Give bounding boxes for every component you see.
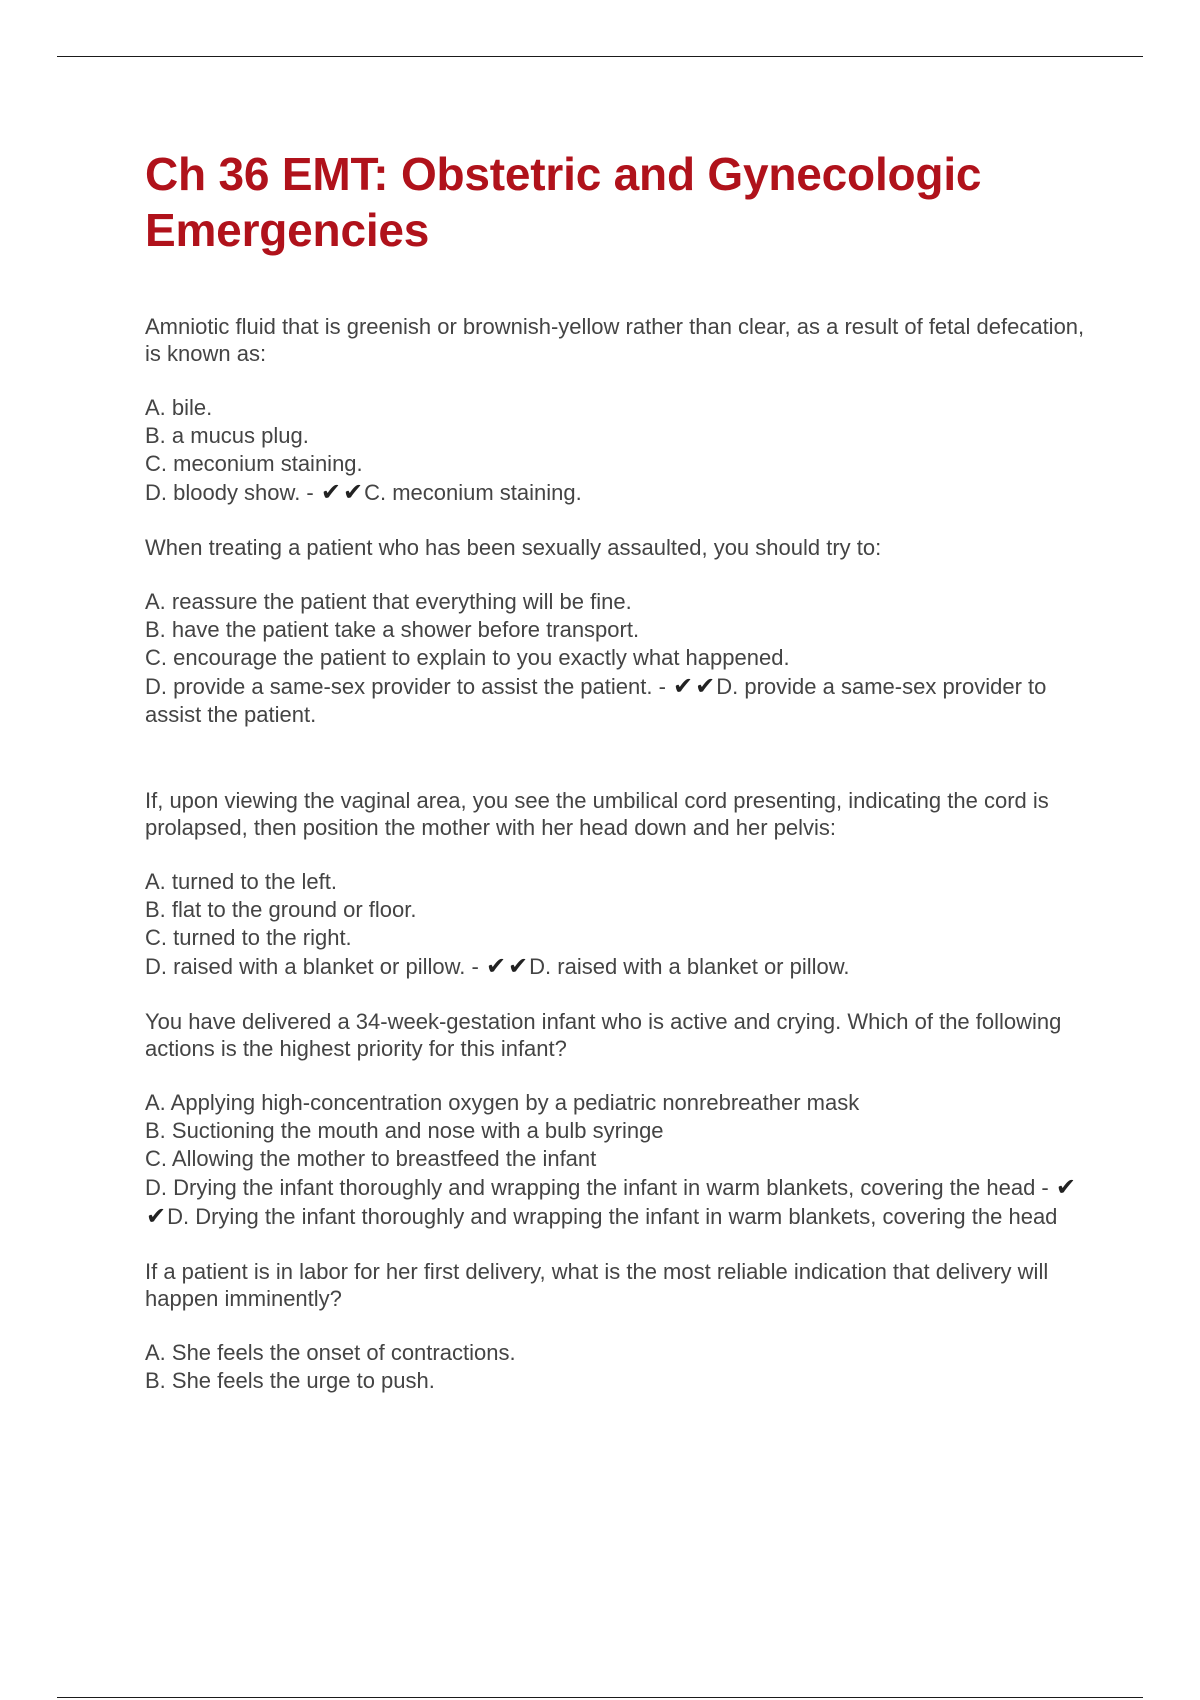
check-icon: ✔ — [485, 952, 507, 980]
document-body — [145, 146, 1085, 1395]
option-b: B. a mucus plug. — [145, 423, 309, 448]
answer-separator: - — [465, 954, 485, 979]
option-c: C. meconium staining. — [145, 451, 363, 476]
page-title: Ch 36 EMT: Obstetric and Gynecologic Emergencies — [145, 148, 982, 256]
option-b: B. She feels the urge to push. — [145, 1368, 435, 1393]
correct-answer: D. provide a same-sex provider to assist the patient. — [145, 674, 1047, 727]
option-c: C. Allowing the mother to breastfeed the infant — [145, 1146, 597, 1171]
option-d: D. bloody show. — [145, 480, 301, 505]
option-d: D. Drying the infant thoroughly and wrapping the infant in warm blankets, covering the head — [145, 1175, 1036, 1200]
check-icon: ✔ — [146, 1202, 167, 1230]
option-c: C. turned to the right. — [145, 925, 352, 950]
option-b: B. have the patient take a shower before transport. — [145, 617, 640, 642]
question-text: Amniotic fluid that is greenish or brownish-yellow rather than clear, as a result of fetal defecation, is known as: — [145, 314, 1085, 366]
answer-separator: - — [1035, 1175, 1055, 1200]
option-list — [145, 1089, 1085, 1231]
option-d-with-answer — [145, 1173, 1085, 1231]
option-d: D. provide a same-sex provider to assist the patient. — [145, 674, 653, 699]
question-4 — [145, 1008, 1085, 1231]
option-b: B. flat to the ground or floor. — [145, 897, 417, 922]
option-d-with-answer — [145, 672, 1085, 729]
answer-separator: - — [300, 480, 320, 505]
question-text: If a patient is in labor for her first delivery, what is the most reliable indication that delivery will happen imminently? — [145, 1259, 1049, 1311]
option-d-with-answer — [145, 478, 1085, 507]
check-icon: ✔ — [695, 672, 716, 700]
option-list — [145, 588, 1085, 729]
correct-answer: D. raised with a blanket or pillow. — [529, 954, 850, 979]
check-icon: ✔ — [508, 952, 529, 980]
correct-answer: D. Drying the infant thoroughly and wrapping the infant in warm blankets, covering the head — [167, 1204, 1058, 1229]
bottom-rule — [57, 1697, 1143, 1698]
option-d: D. raised with a blanket or pillow. — [145, 954, 466, 979]
check-icon: ✔ — [673, 672, 694, 700]
top-rule — [57, 56, 1143, 57]
correct-answer: C. meconium staining. — [364, 480, 582, 505]
question-text: When treating a patient who has been sexually assaulted, you should try to: — [145, 535, 882, 560]
option-list — [145, 394, 1085, 507]
option-a: A. She feels the onset of contractions. — [145, 1340, 516, 1365]
question-5 — [145, 1258, 1085, 1395]
option-d-with-answer — [145, 952, 1085, 981]
question-text: If, upon viewing the vaginal area, you see the umbilical cord presenting, indicating the cord is prolapsed, then position the mother with her head down and her pelvis: — [145, 788, 1049, 840]
question-1 — [145, 313, 1085, 507]
option-c: C. encourage the patient to explain to you exactly what happened. — [145, 645, 790, 670]
option-a: A. turned to the left. — [145, 869, 338, 894]
option-list — [145, 1339, 1085, 1395]
option-list — [145, 868, 1085, 981]
check-icon: ✔ — [1055, 1173, 1076, 1201]
option-b: B. Suctioning the mouth and nose with a bulb syringe — [145, 1118, 664, 1143]
option-a: A. Applying high-concentration oxygen by a pediatric nonrebreather mask — [145, 1090, 860, 1115]
option-a: A. bile. — [145, 395, 213, 420]
question-2 — [145, 534, 1085, 729]
check-icon: ✔ — [342, 478, 364, 506]
question-3 — [145, 787, 1085, 981]
option-a: A. reassure the patient that everything will be fine. — [145, 589, 632, 614]
answer-separator: - — [652, 674, 673, 699]
check-icon: ✔ — [320, 478, 341, 506]
question-text: You have delivered a 34-week-gestation infant who is active and crying. Which of the following actions is the highest priority for this infant? — [145, 1009, 1062, 1061]
